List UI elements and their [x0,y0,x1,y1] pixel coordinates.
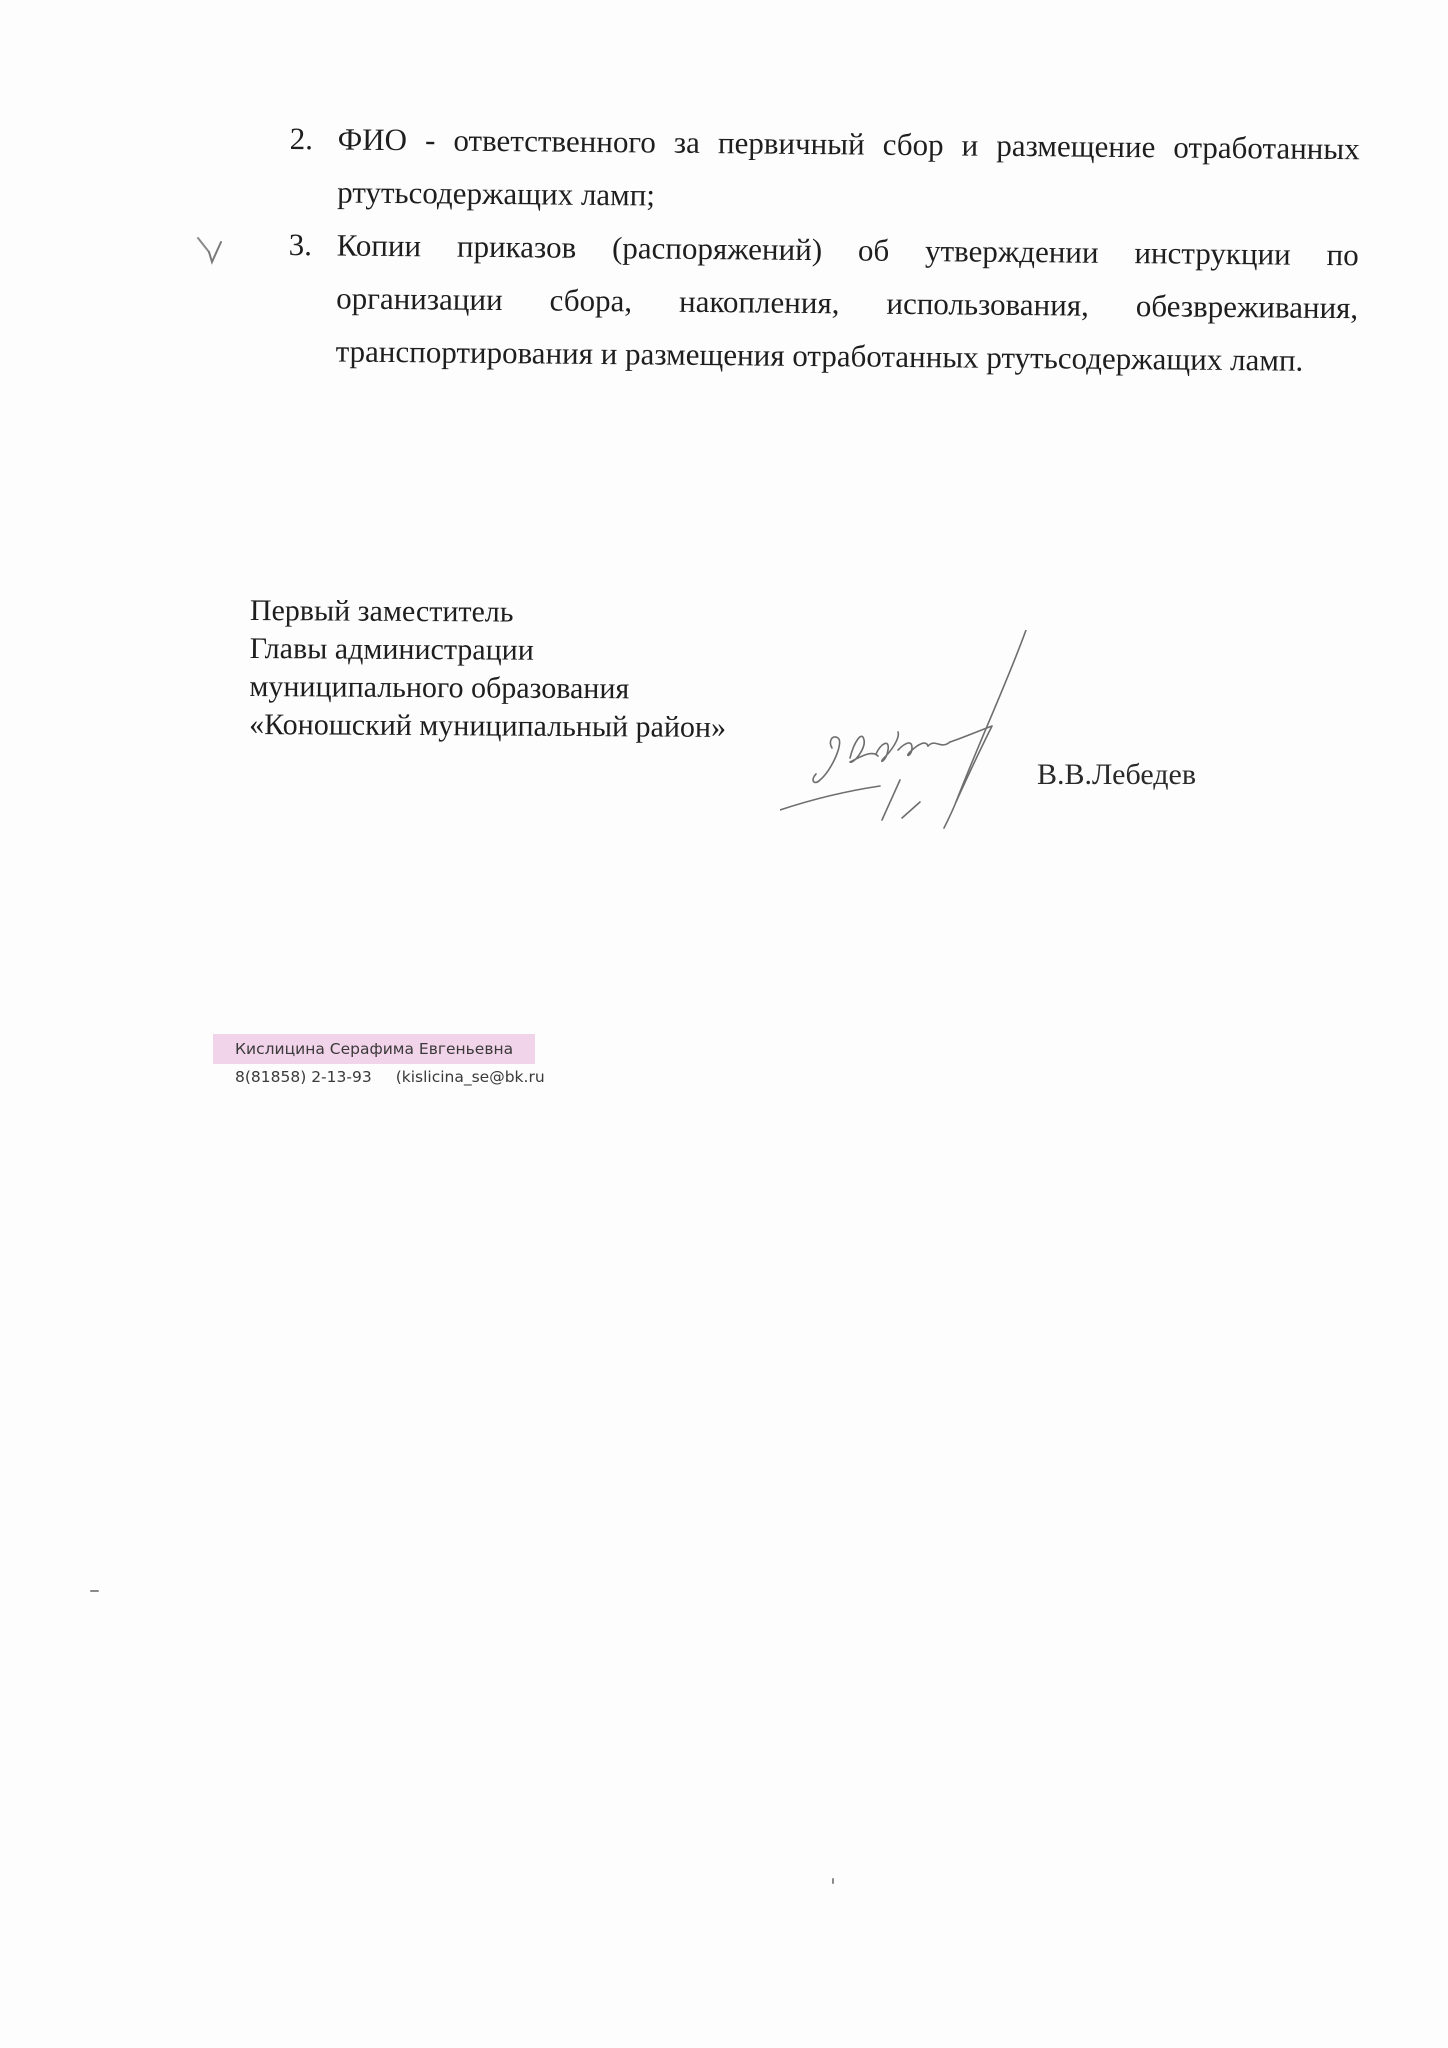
list-item-text: Копии приказов (распоряжений) об утверждении инструкции по организации сбора, накопления, использования, обезвреживания, транспортирования и размещения отработанных ртутьсодержащих ламп. [335,227,1359,378]
check-mark-icon [195,228,235,266]
list-item-number: 2. [289,120,314,157]
list-item [289,112,1360,228]
handwritten-signature [780,630,1070,830]
scan-speck [90,1590,99,1592]
executor-email: (kislicina_se@bk.ru [395,1068,545,1086]
list-item-number: 3. [288,226,313,263]
executor-name: Кислицина Серафима Евгеньевна [213,1034,535,1064]
executor-phone: 8(81858) 2-13-93 [235,1068,372,1086]
signer-name: В.В.Лебедев [1037,758,1197,791]
signatory-title [249,592,727,747]
executor-stamp [213,1034,543,1090]
numbered-list [287,112,1359,387]
executor-contacts [213,1064,543,1090]
signatory-title-line: Первый заместитель [249,593,514,629]
list-item-text: ФИО - ответственного за первичный сбор и размещение отработанных ртутьсодержащих ламп; [337,121,1360,213]
signatory-title-line: Главы администрации [249,631,534,667]
signatory-title-line: «Коношский муниципальный район» [249,707,727,744]
signatory-title-line: муниципального образования [249,669,630,706]
scan-speck [832,1878,834,1884]
list-item [287,218,1358,387]
